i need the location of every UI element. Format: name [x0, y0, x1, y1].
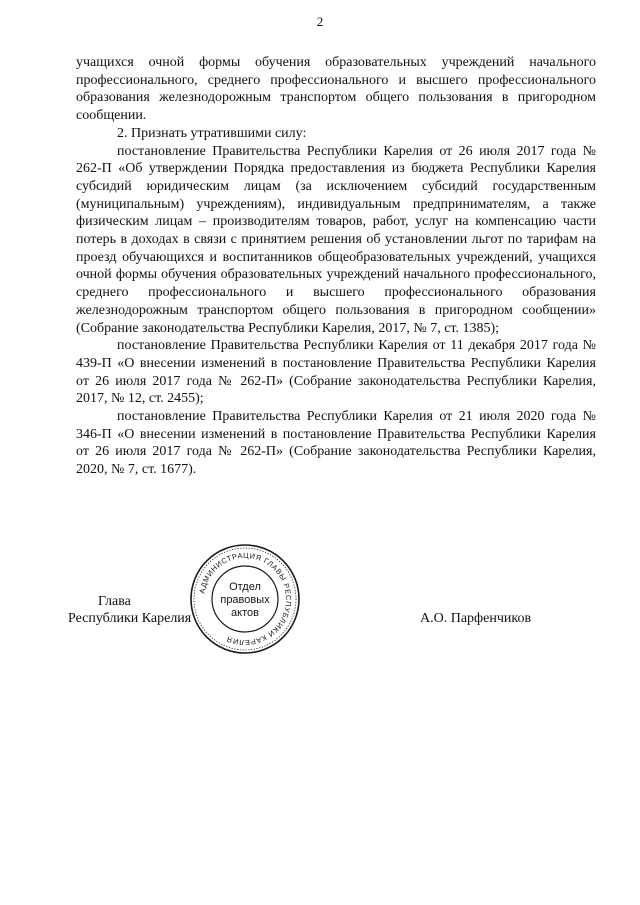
paragraph-repealed-439p: постановление Правительства Республики Карелия от 11 декабря 2017 года № 439-П «О внесении изменений в постановление Правительства Республики Карелия от 26 июля 2017 года № 262-П» (Собрание законодательства Республики Карелия, 2017, № 12, ст. 2455); — [76, 338, 596, 407]
official-stamp — [188, 542, 302, 656]
stamp-line-1: Отдел — [229, 581, 261, 593]
paragraph-item-2: 2. Признать утратившими силу: — [117, 125, 307, 141]
paragraph-continuation: учащихся очной формы обучения образовательных учреждений начального профессионального, среднего профессионального и высшего профессионального образования железнодорожным транспортом общего пользования в пригородном сообщении. — [76, 55, 596, 124]
paragraph-repealed-346p: постановление Правительства Республики Карелия от 21 июля 2020 года № 346-П «О внесении изменений в постановление Правительства Республики Карелия от 26 июля 2017 года № 262-П» (Собрание законодательства Республики Карелия, 2020, № 7, ст. 1677). — [76, 409, 596, 478]
stamp-line-3: актов — [231, 607, 259, 619]
signatory-title: Глава — [98, 594, 131, 609]
page-number: 2 — [316, 14, 324, 29]
document-body — [76, 54, 596, 479]
signatory-region: Республики Карелия — [68, 611, 192, 626]
paragraph-repealed-262p: постановление Правительства Республики Карелия от 26 июля 2017 года № 262-П «Об утверждении Порядка предоставления из бюджета Республики Карелия субсидий юридическим лицам (за исключением субсидий государственным (муниципальным) учреждениям), индивидуальным предпринимателям, а также физическим лицам – производителям товаров, работ, услуг на компенсацию части потерь в доходах в связи с принятием решения об установлении льгот по тарифам на проезд обучающихся и воспитанников общеобразовательных учреждений, учащихся очной формы обучения образовательных учреждений начального профессионального, среднего профессионального и высшего профессионального образования железнодорожным транспортом общего пользования в пригородном сообщении» (Собрание законодательства Республики Карелия, 2017, № 7, ст. 1385); — [76, 143, 596, 336]
stamp-ring-text: АДМИНИСТРАЦИЯ ГЛАВЫ РЕСПУБЛИКИ КАРЕЛИЯ — [197, 550, 294, 648]
signatory-name: А.О. Парфенчиков — [420, 611, 532, 626]
stamp-line-2: правовых — [220, 594, 270, 606]
stamp-seal-icon — [188, 542, 302, 656]
